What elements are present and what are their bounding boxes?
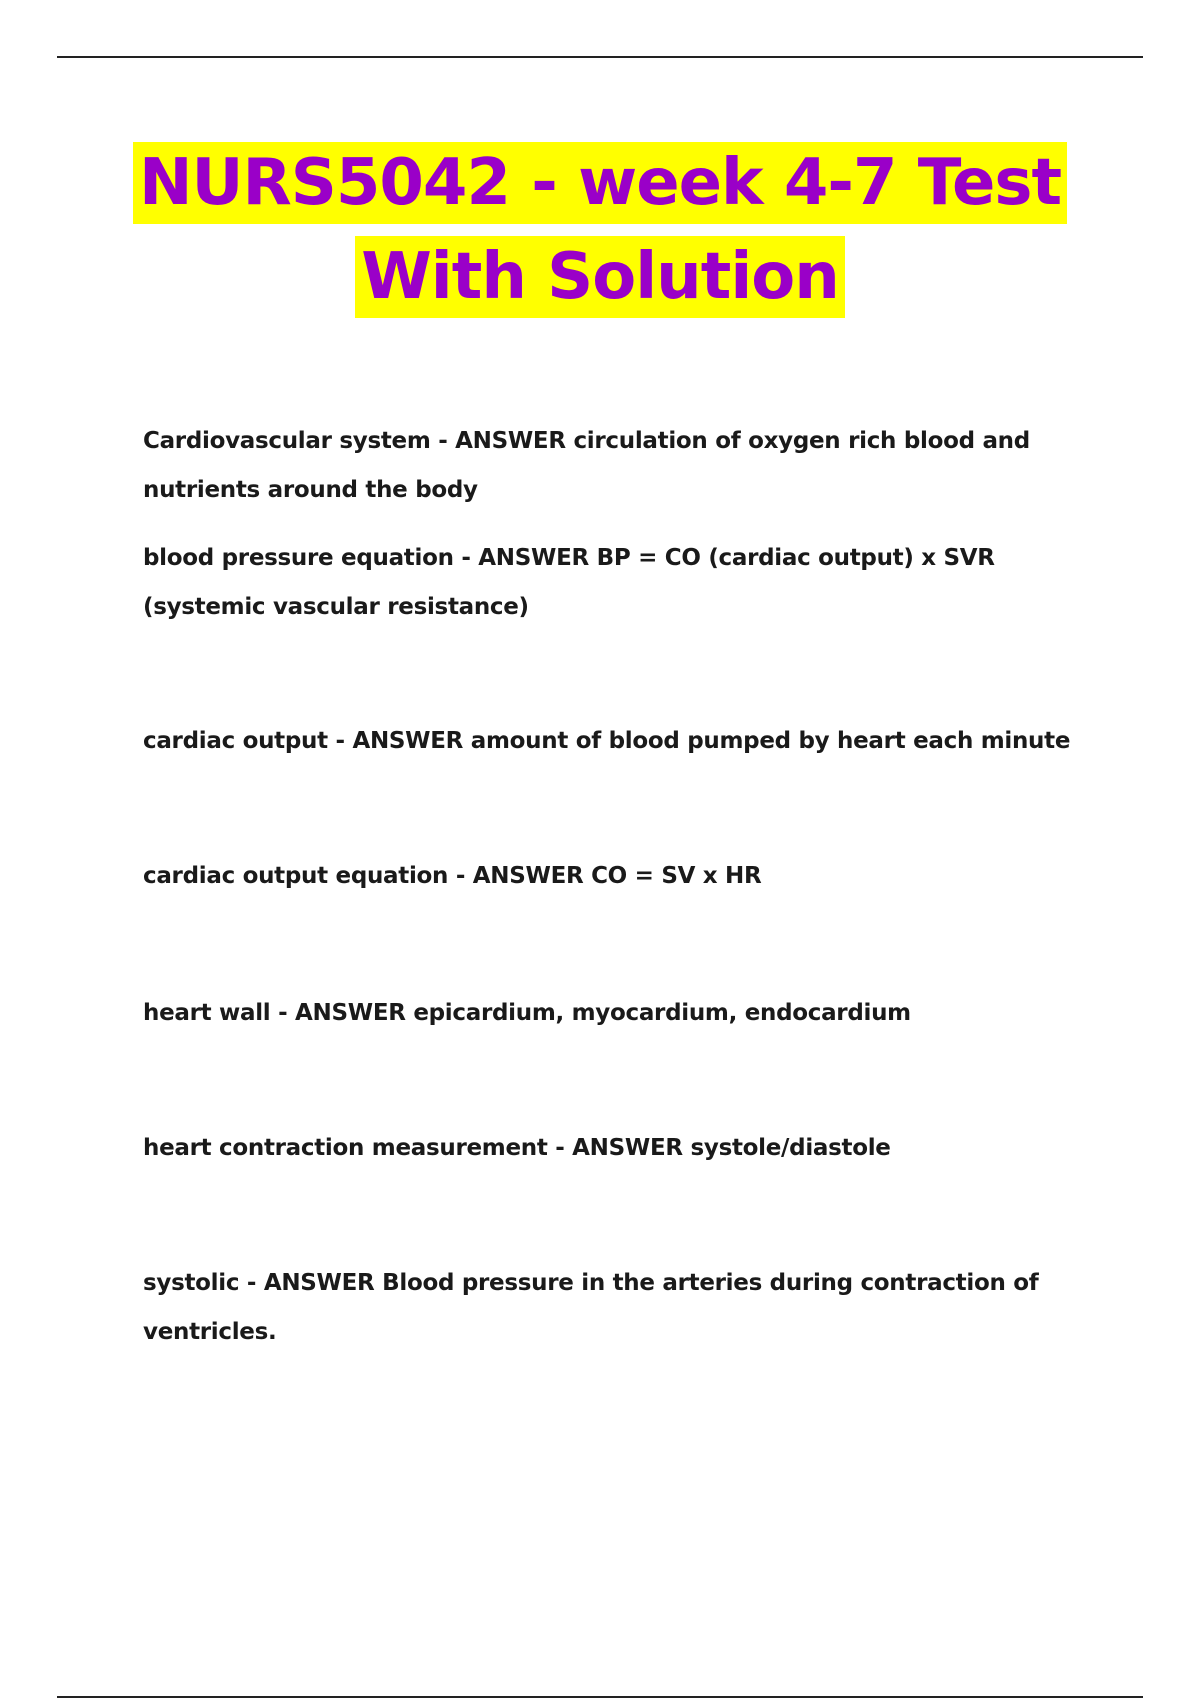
qa-item-heart-contraction-measurement: heart contraction measurement - ANSWER systole/diastole [143,1135,891,1161]
title-line-2: With Solution [355,236,845,318]
qa-item-systolic: systolic - ANSWER Blood pressure in the arteries during contraction of ventricles. [143,1270,1039,1345]
title-line-1: NURS5042 - week 4-7 Test [133,142,1067,224]
qa-item-cardiovascular-system: Cardiovascular system - ANSWER circulation of oxygen rich blood and nutrients around the body [143,428,1030,503]
document-title [0,142,1200,318]
top-rule [57,56,1143,58]
qa-item-blood-pressure-equation: blood pressure equation - ANSWER BP = CO (cardiac output) x SVR (systemic vascular resistance) [143,545,995,620]
bottom-rule [57,1696,1143,1698]
qa-item-heart-wall: heart wall - ANSWER epicardium, myocardium, endocardium [143,1000,911,1026]
qa-item-cardiac-output: cardiac output - ANSWER amount of blood pumped by heart each minute [143,728,1071,754]
qa-item-cardiac-output-equation: cardiac output equation - ANSWER CO = SV x HR [143,863,762,889]
